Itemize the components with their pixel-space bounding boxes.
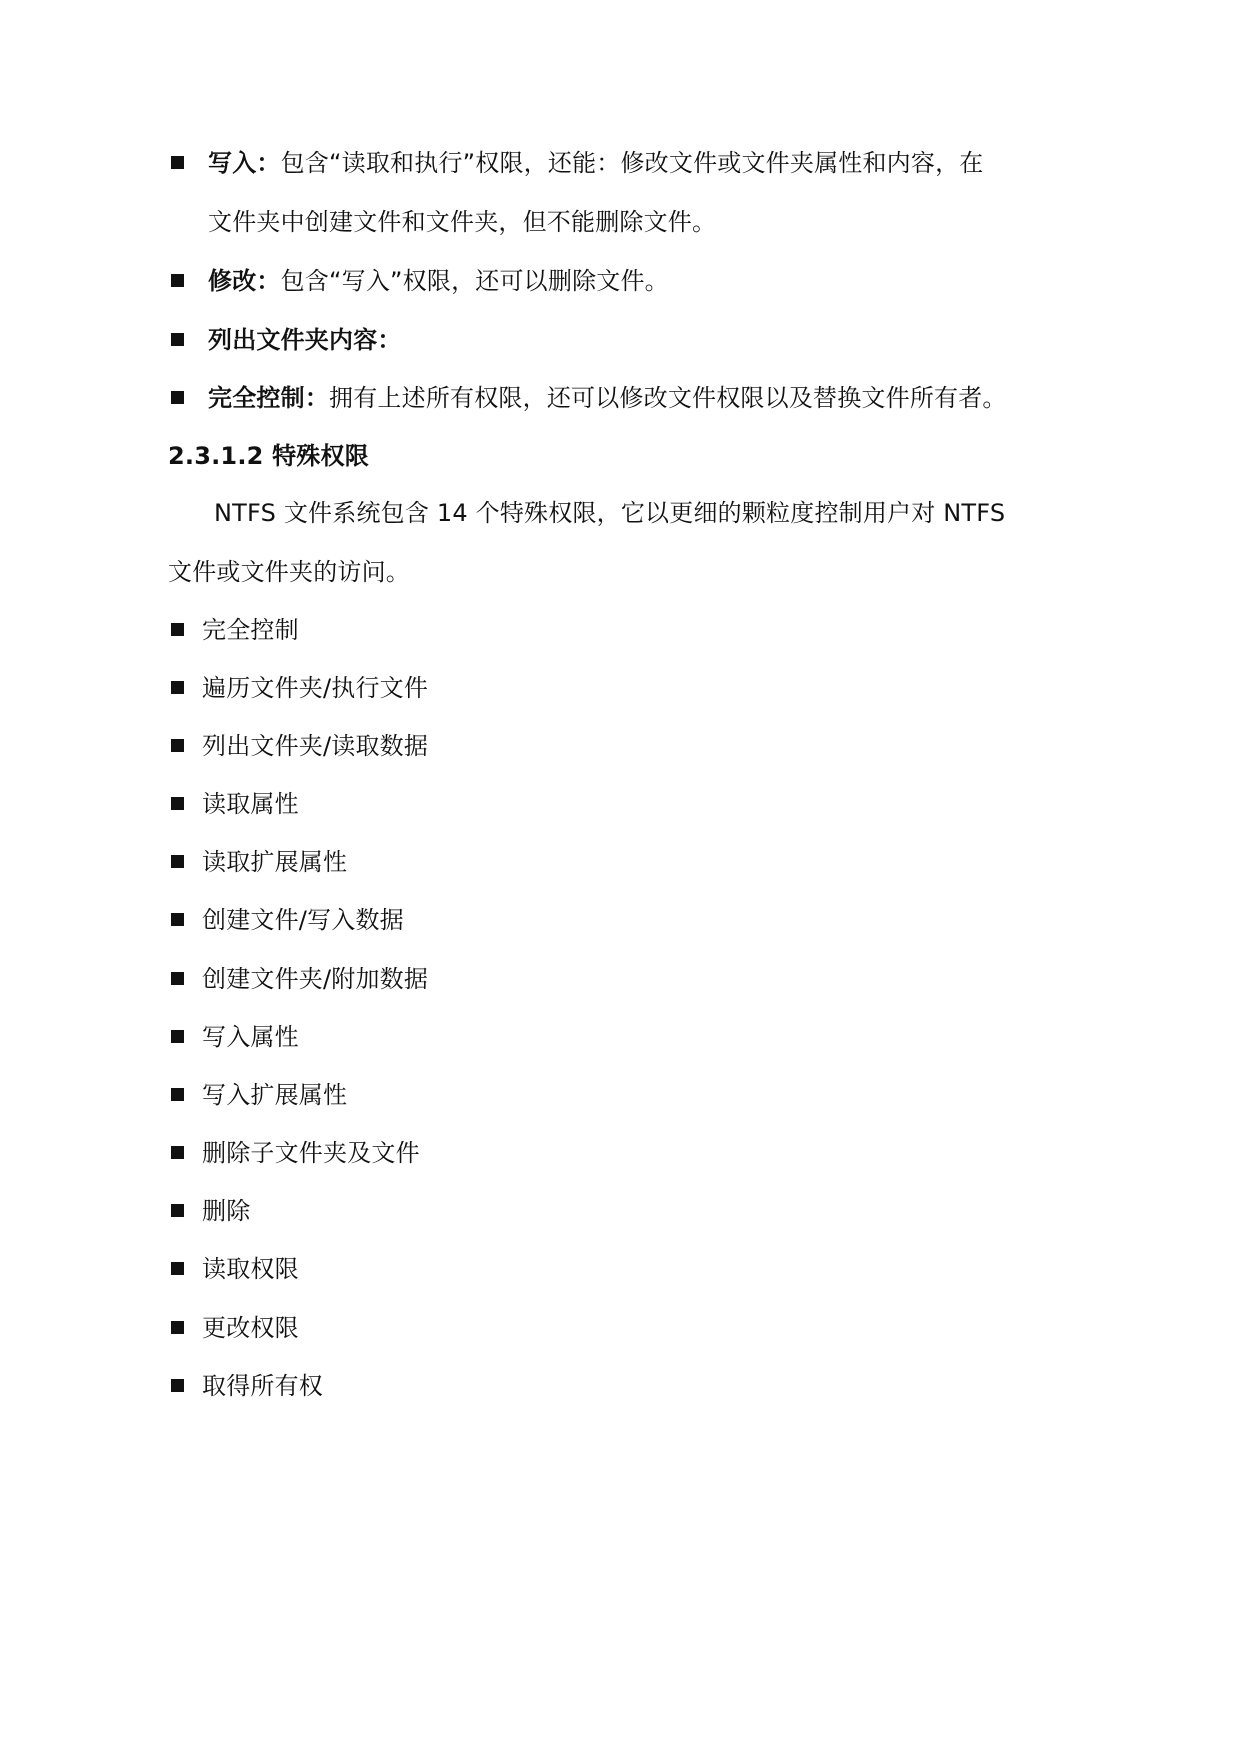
permission-description: 拥有上述所有权限，还可以修改文件权限以及替换文件所有者。 (329, 384, 1007, 412)
permission-term: 完全控制 (208, 384, 305, 412)
permission-item-modify (208, 265, 669, 297)
bullet-square-icon (171, 855, 184, 868)
bullet-square-icon (171, 1321, 184, 1334)
intro-paragraph-line-2: 文件或文件夹的访问。 (168, 558, 410, 586)
term-separator: ： (256, 267, 281, 295)
bullet-square-icon (171, 274, 184, 287)
list-item: 读取权限 (202, 1255, 299, 1283)
bullet-square-icon (171, 1146, 184, 1159)
bullet-square-icon (171, 333, 184, 346)
list-item: 取得所有权 (202, 1372, 323, 1400)
permission-item-full-control (208, 382, 1007, 414)
bullet-square-icon (171, 1262, 184, 1275)
list-item: 读取扩展属性 (202, 848, 348, 876)
permission-term: 修改 (208, 267, 257, 295)
bullet-square-icon (171, 681, 184, 694)
list-item: 创建文件夹/附加数据 (202, 965, 429, 993)
bullet-square-icon (171, 739, 184, 752)
list-item: 遍历文件夹/执行文件 (202, 674, 429, 702)
list-item: 删除子文件夹及文件 (202, 1139, 420, 1167)
list-item: 更改权限 (202, 1314, 299, 1342)
permission-term: 写入 (208, 149, 257, 177)
permission-item-write (208, 147, 983, 179)
list-item: 读取属性 (202, 790, 299, 818)
bullet-square-icon (171, 1379, 184, 1392)
bullet-square-icon (171, 972, 184, 985)
bullet-square-icon (171, 391, 184, 404)
permission-item-list-folder (208, 324, 402, 356)
term-separator: ： (304, 384, 330, 412)
bullet-square-icon (171, 156, 184, 169)
permission-term: 列出文件夹内容 (208, 326, 378, 354)
list-item: 列出文件夹/读取数据 (202, 732, 429, 760)
permission-description: 包含“写入”权限，还可以删除文件。 (280, 267, 669, 295)
bullet-square-icon (171, 623, 184, 636)
permission-description: 包含“读取和执行”权限，还能：修改文件或文件夹属性和内容，在 (280, 149, 984, 177)
bullet-square-icon (171, 913, 184, 926)
section-heading: 2.3.1.2 特殊权限 (168, 442, 369, 470)
intro-paragraph-line-1: NTFS 文件系统包含 14 个特殊权限，它以更细的颗粒度控制用户对 NTFS (214, 499, 1006, 527)
permission-description-continued: 文件夹中创建文件和文件夹，但不能删除文件。 (208, 208, 717, 236)
term-separator: ： (377, 326, 402, 354)
bullet-square-icon (171, 1204, 184, 1217)
list-item: 写入扩展属性 (202, 1081, 348, 1109)
bullet-square-icon (171, 1030, 184, 1043)
term-separator: ： (256, 149, 281, 177)
list-item: 写入属性 (202, 1023, 299, 1051)
list-item: 完全控制 (202, 616, 299, 644)
bullet-square-icon (171, 1088, 184, 1101)
list-item: 删除 (202, 1197, 251, 1225)
bullet-square-icon (171, 797, 184, 810)
list-item: 创建文件/写入数据 (202, 906, 404, 934)
